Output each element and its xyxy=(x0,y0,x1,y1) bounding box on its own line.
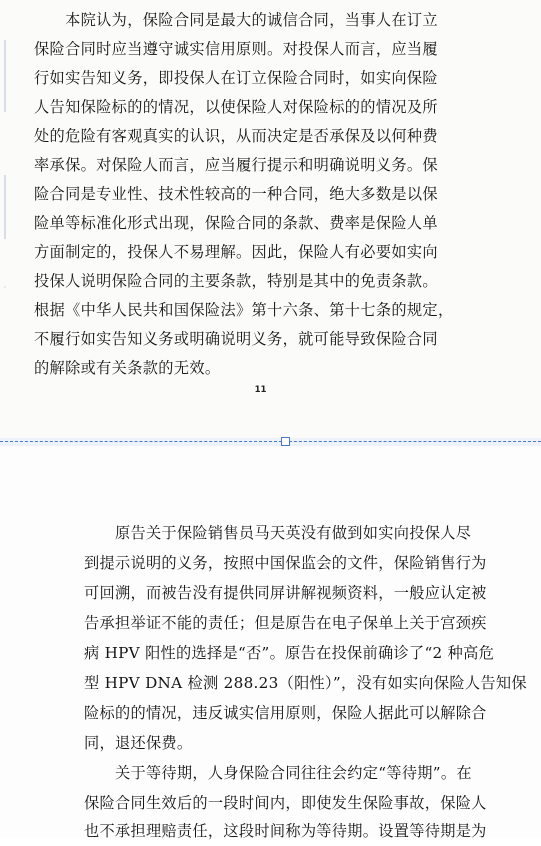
paragraph-line: 保险合同生效后的一段时间内，即使发生保险事故，保险人 xyxy=(84,794,487,812)
page-break-resize-handle[interactable] xyxy=(281,437,290,446)
page-number: 11 xyxy=(254,385,267,395)
paragraph-line: 到提示说明的义务，按照中国保监会的文件，保险销售行为 xyxy=(84,554,487,572)
paragraph-line: 也不承担理赔责任，这段时间称为等待期。设置等待期是为 xyxy=(84,822,487,840)
paragraph-line: 处的危险有客观真实的认识，从而决定是否承保及以何种费 xyxy=(34,127,438,145)
paragraph-line: 病 HPV 阳性的选择是“否”。原告在投保前确诊了“2 种高危 xyxy=(84,644,495,662)
scan-speck xyxy=(4,286,6,288)
scan-edge-mark xyxy=(4,40,6,112)
paragraph-line: 不履行如实告知义务或明确说明义务，就可能导致保险合同 xyxy=(34,330,438,348)
page-break-dashed-line xyxy=(0,441,541,442)
paragraph-line: 行如实告知义务，即投保人在订立保险合同时，如实向保险 xyxy=(34,69,438,87)
paragraph-line: 告承担举证不能的责任；但是原告在电子保单上关于宫颈疾 xyxy=(84,614,487,632)
page-break-separator[interactable] xyxy=(0,438,541,446)
paragraph-line: 投保人说明保险合同的主要条款，特别是其中的免责条款。 xyxy=(34,272,438,290)
paragraph-line: 保险合同时应当遵守诚实信用原则。对投保人而言，应当履 xyxy=(34,40,438,58)
paragraph-line: 的解除或有关条款的无效。 xyxy=(34,359,221,377)
paragraph-line: 关于等待期，人身保险合同往往会约定“等待期”。在 xyxy=(84,764,472,782)
paragraph-line: 可回溯，而被告没有提供同屏讲解视频资料，一般应认定被 xyxy=(84,584,487,602)
scan-edge-mark xyxy=(4,175,6,239)
paragraph-line: 本院认为，保险合同是最大的诚信合同，当事人在订立 xyxy=(34,11,438,29)
paragraph-line: 型 HPV DNA 检测 288.23（阳性）”，没有如实向保险人告知保 xyxy=(84,674,527,692)
paragraph-line: 险标的的情况，违反诚实信用原则，保险人据此可以解除合 xyxy=(84,704,487,722)
paragraph-line: 根据《中华人民共和国保险法》第十六条、第十七条的规定， xyxy=(34,301,454,319)
paragraph-line: 同，退还保费。 xyxy=(84,734,193,752)
paragraph-line: 险单等标准化形式出现，保险合同的条款、费率是保险人单 xyxy=(34,214,438,232)
paragraph-line: 率承保。对保险人而言，应当履行提示和明确说明义务。保 xyxy=(34,156,438,174)
paragraph-line: 险合同是专业性、技术性较高的一种合同，绝大多数是以保 xyxy=(34,185,438,203)
paragraph-line: 方面制定的，投保人不易理解。因此，保险人有必要如实向 xyxy=(34,243,438,261)
document-page-bottom xyxy=(0,446,541,838)
paragraph-line: 原告关于保险销售员马天英没有做到如实向投保人尽 xyxy=(84,524,472,542)
paragraph-line: 人告知保险标的的情况，以使保险人对保险标的的情况及所 xyxy=(34,98,438,116)
